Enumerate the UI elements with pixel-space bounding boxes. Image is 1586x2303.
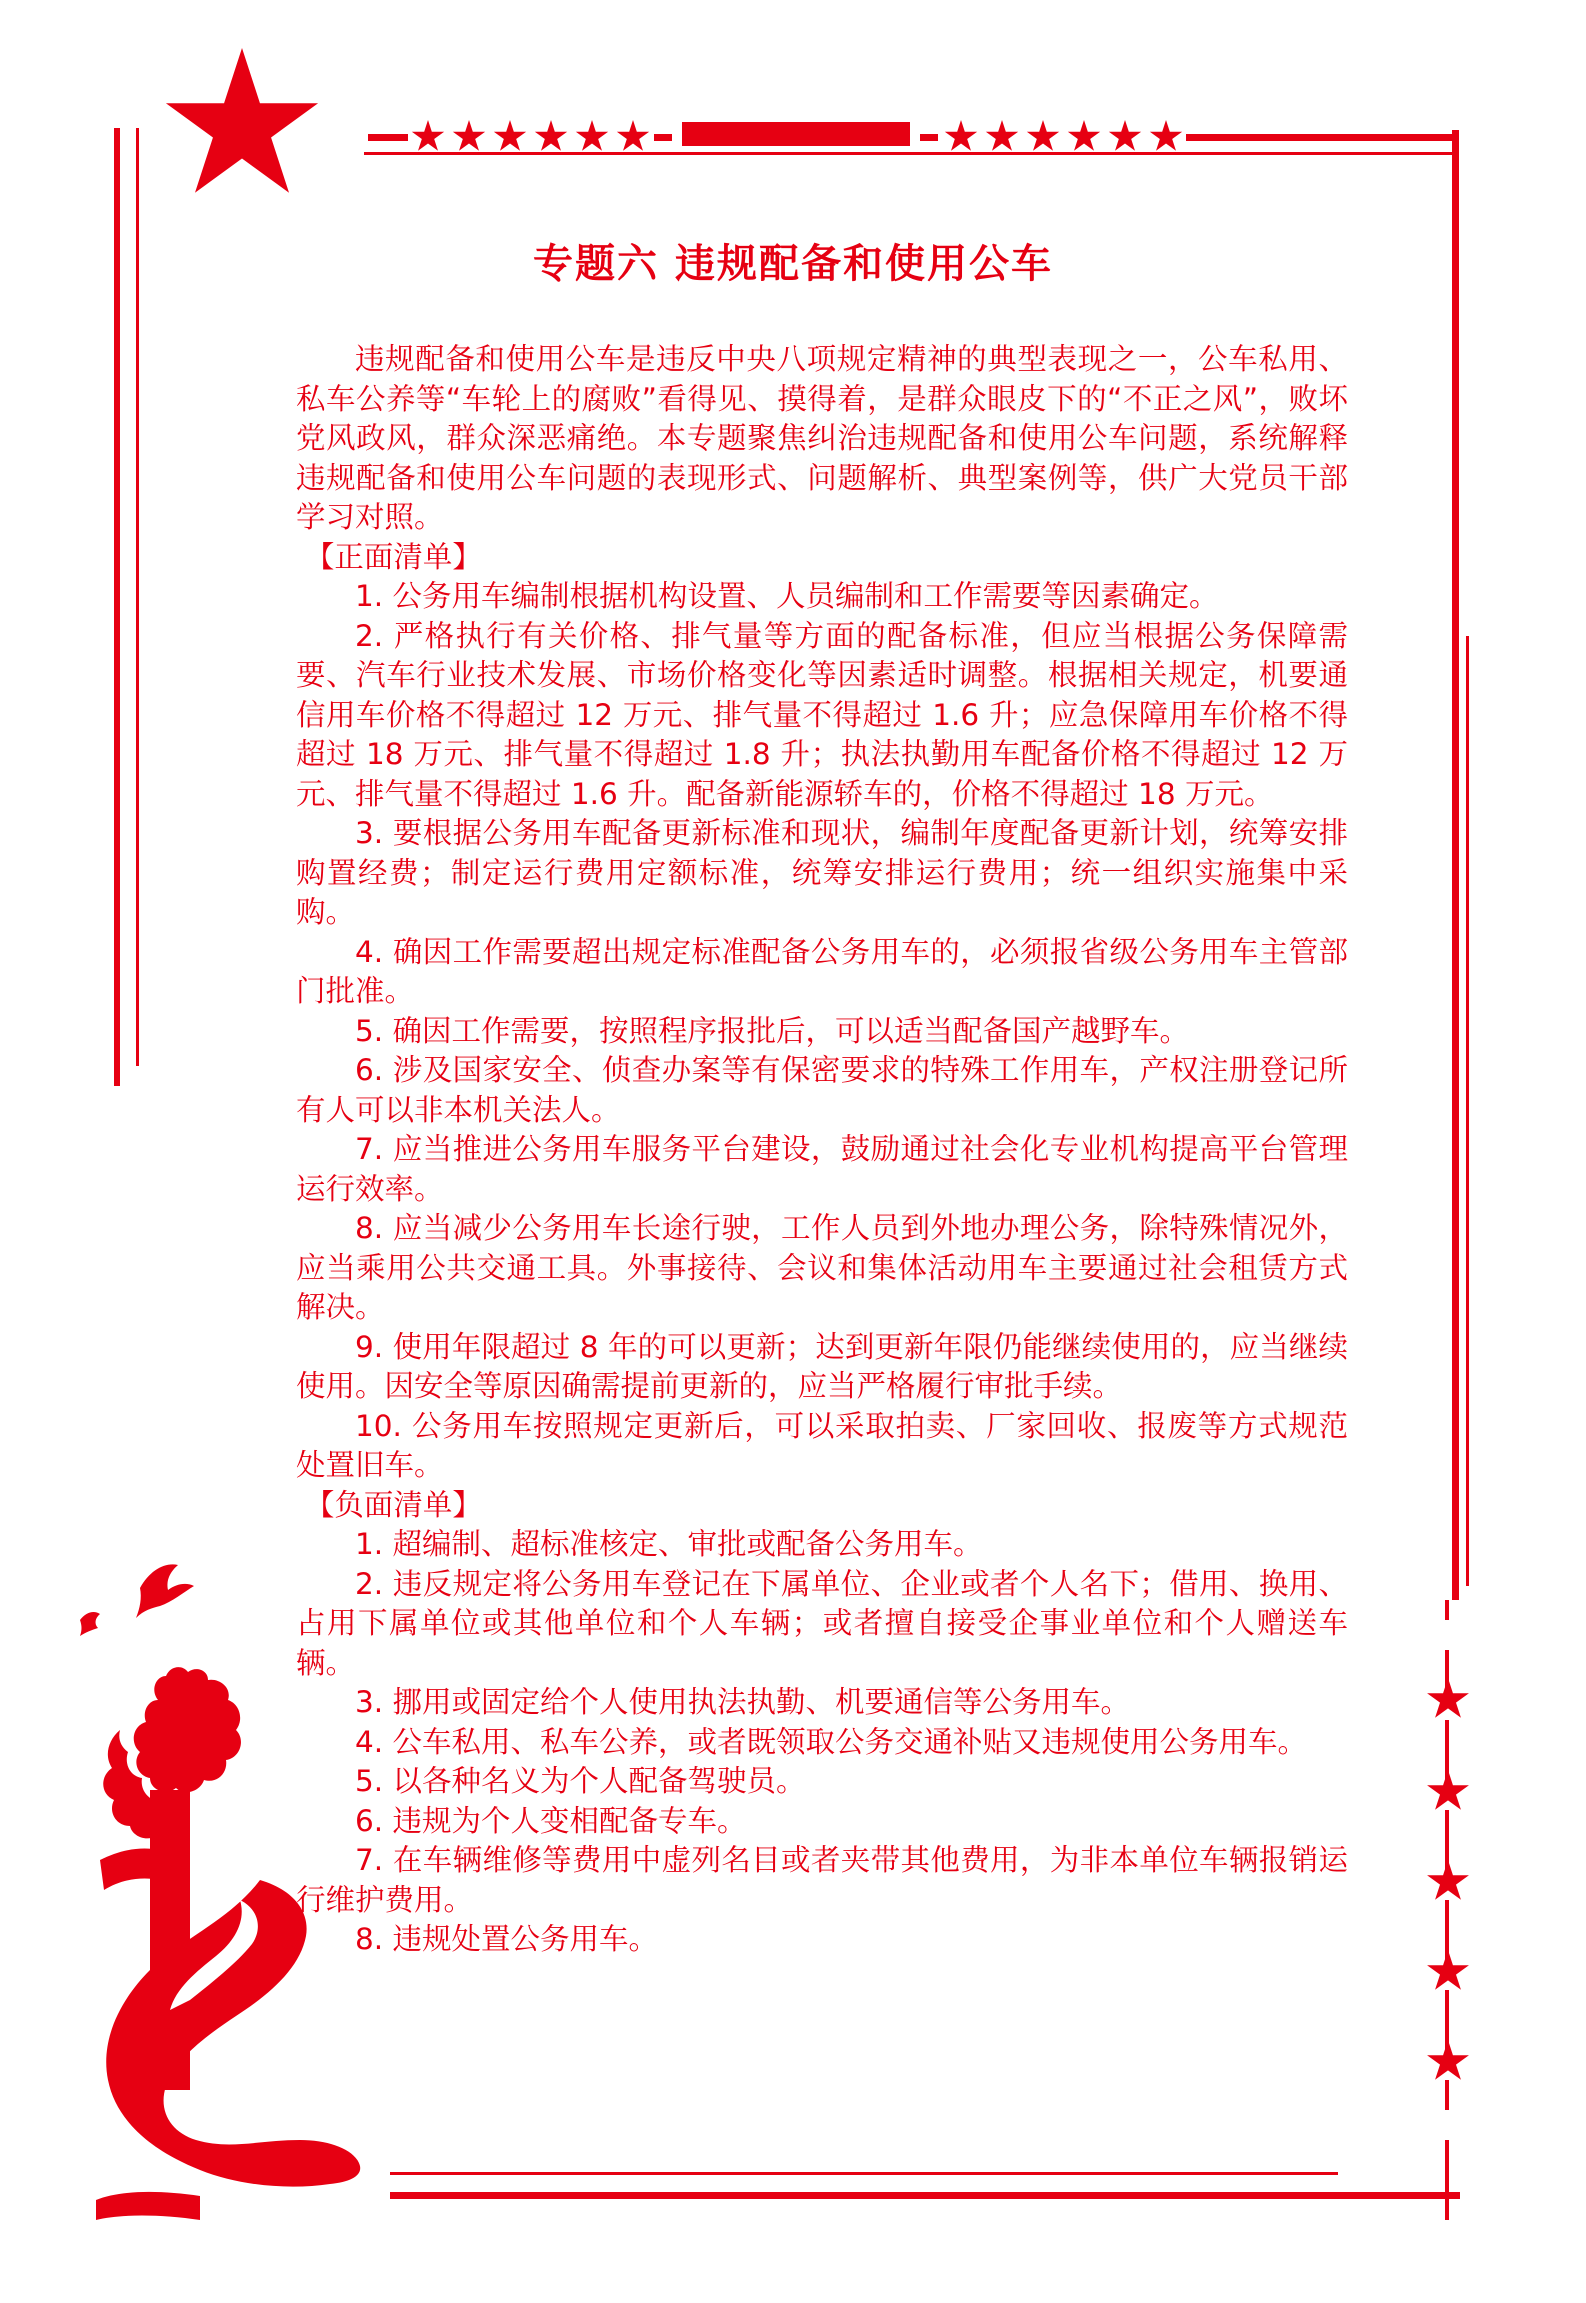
right-border-inner (1466, 636, 1469, 1586)
negative-item: 4. 公车私用、私车公养，或者既领取公务交通补贴又违规使用公务用车。 (355, 1724, 1308, 1759)
right-star-2 (1427, 1770, 1469, 1810)
document-body (296, 340, 1348, 1960)
positive-item: 9. 使用年限超过 8 年的可以更新；达到更新年限仍能继续使用的，应当继续使用。因安全等原因确需提前更新的，应当严格履行审批手续。 (296, 1329, 1348, 1403)
right-star-1 (1427, 1678, 1469, 1718)
big-star-icon (166, 48, 318, 193)
negative-list-heading: 【负面清单】 (304, 1487, 482, 1522)
positive-item: 8. 应当减少公务用车长途行驶，工作人员到外地办理公务，除特殊情况外，应当乘用公共交通工具。外事接待、会议和集体活动用车主要通过社会租赁方式解决。 (296, 1211, 1348, 1324)
positive-item: 10. 公务用车按照规定更新后，可以采取拍卖、厂家回收、报废等方式规范处置旧车。 (296, 1408, 1348, 1482)
positive-item: 7. 应当推进公务用车服务平台建设，鼓励通过社会化专业机构提高平台管理运行效率。 (296, 1132, 1348, 1206)
negative-item: 3. 挪用或固定给个人使用执法执勤、机要通信等公务用车。 (355, 1685, 1131, 1719)
right-border-outer (1452, 130, 1459, 1600)
bottom-border-inner (390, 2172, 1338, 2175)
negative-item: 5. 以各种名义为个人配备驾驶员。 (355, 1764, 806, 1798)
positive-item: 4. 确因工作需要超出规定标准配备公务用车的，必须报省级公务用车主管部门批准。 (296, 934, 1348, 1008)
right-star-5 (1427, 2040, 1469, 2080)
positive-item: 2. 严格执行有关价格、排气量等方面的配备标准，但应当根据公务保障需要、汽车行业技术发展、市场价格变化等因素适时调整。根据相关规定，机要通信用车价格不得超过 12 万元、排气量不得超过 1.6 升；应急保障用车价格不得超过 18 万元、排气量不得超过 1.8 升；执法执勤用车配备价格不得超过 12 万元、排气量不得超过 1.6 升。配备新能源轿车的，价格不得超过 18 万元。 (296, 618, 1348, 811)
positive-item: 5. 确因工作需要，按照程序报批后，可以适当配备国产越野车。 (355, 1013, 1190, 1048)
negative-item: 7. 在车辆维修等费用中虚列名目或者夹带其他费用，为非本单位车辆报销运行维护费用。 (296, 1843, 1348, 1917)
intro-paragraph: 违规配备和使用公车是违反中央八项规定精神的典型表现之一，公车私用、私车公养等“车轮上的腐败”看得见、摸得着，是群众眼皮下的“不正之风”，败坏党风政风，群众深恶痛绝。本专题聚焦纠治违规配备和使用公车问题，系统解释违规配备和使用公车问题的表现形式、问题解析、典型案例等，供广大党员干部学习对照。 (296, 342, 1348, 534)
negative-item: 2. 违反规定将公务用车登记在下属单位、企业或者个人名下；借用、换用、占用下属单位或其他单位和个人车辆；或者擅自接受企事业单位和个人赠送车辆。 (296, 1566, 1348, 1680)
small-dove-icon (80, 1612, 100, 1636)
dove-icon (136, 1564, 194, 1618)
negative-item: 1. 超编制、超标准核定、审批或配备公务用车。 (355, 1527, 983, 1561)
negative-item: 6. 违规为个人变相配备专车。 (355, 1803, 747, 1838)
bottom-border-outer (390, 2192, 1460, 2199)
positive-item: 3. 要根据公务用车配备更新标准和现状，编制年度配备更新计划，统筹安排购置经费；制定运行费用定额标准，统筹安排运行费用；统一组织实施集中采购。 (296, 816, 1348, 929)
negative-item: 8. 违规处置公务用车。 (355, 1922, 659, 1956)
positive-item: 6. 涉及国家安全、侦查办案等有保密要求的特殊工作用车，产权注册登记所有人可以非本机关法人。 (296, 1053, 1348, 1127)
right-star-3 (1427, 1860, 1469, 1900)
positive-list-heading: 【正面清单】 (304, 539, 482, 574)
top-dash-left (368, 134, 408, 141)
page-title: 专题六 违规配备和使用公车 (533, 241, 1053, 287)
right-star-4 (1427, 1950, 1469, 1990)
top-center-bar (682, 122, 910, 146)
top-line-right (1186, 134, 1458, 141)
positive-item: 1. 公务用车编制根据机构设置、人员编制和工作需要等因素确定。 (355, 579, 1219, 613)
